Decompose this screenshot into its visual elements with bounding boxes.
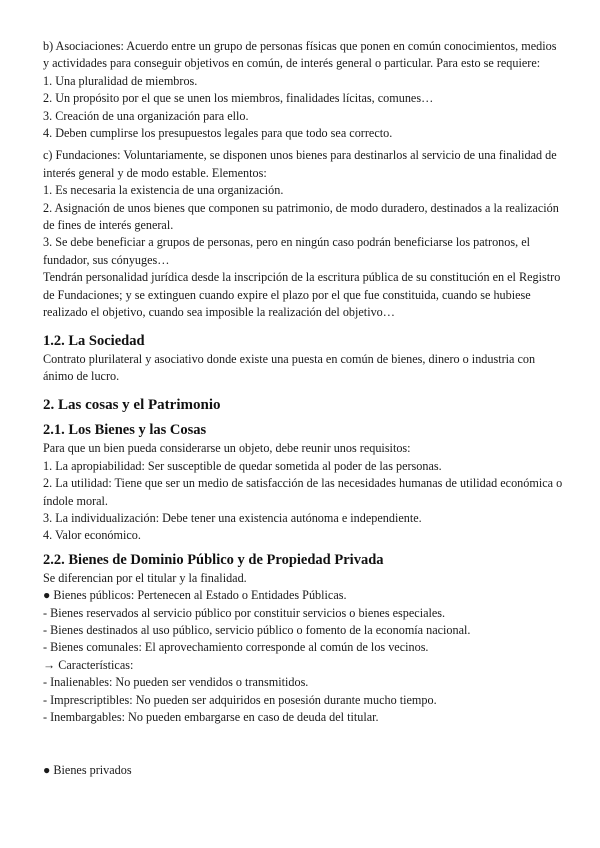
caracteristicas-label: → Características:: [43, 657, 134, 672]
bienes-publicos-bullet: ● Bienes públicos: Pertenecen al Estado o Entidades Públicas.: [43, 588, 347, 603]
requisito-item: 3. La individualización: Debe tener una existencia autónoma e independiente.: [43, 510, 422, 525]
fundaciones-item: 3. Se debe beneficiar a grupos de personas, pero en ningún caso podrán beneficiarse los patronos, el fundador, sus cónyuges…: [43, 235, 530, 267]
bienes-publicos-item: - Bienes reservados al servicio público por constituir servicios o bienes especiales.: [43, 605, 446, 620]
fundaciones-intro: c) Fundaciones: Voluntariamente, se disponen unos bienes para destinarlos al servicio de una finalidad de interés general y de modo estable. Elementos:: [43, 148, 557, 180]
bienes-publicos-item: - Bienes comunales: El aprovechamiento corresponde al común de los vecinos.: [43, 640, 429, 655]
fundaciones-item: 1. Es necesaria la existencia de una organización.: [43, 183, 284, 198]
cosas-patrimonio-heading: 2. Las cosas y el Patrimonio: [43, 397, 221, 414]
caracteristica-item: - Inalienables: No pueden ser vendidos o transmitidos.: [43, 675, 309, 690]
requisito-item: 1. La apropiabilidad: Ser susceptible de quedar sometida al poder de las personas.: [43, 458, 442, 473]
caracteristica-item: - Imprescriptibles: No pueden ser adquiridos en posesión durante mucho tiempo.: [43, 692, 437, 707]
bienes-privados-bullet: ● Bienes privados: [43, 763, 132, 778]
dominio-intro: Se diferencian por el titular y la finalidad.: [43, 570, 247, 585]
fundaciones-item: 2. Asignación de unos bienes que componen su patrimonio, de modo duradero, destinados a la realización de fines de interés general.: [43, 200, 559, 233]
dominio-heading: 2.2. Bienes de Dominio Público y de Propiedad Privada: [43, 551, 384, 568]
bienes-cosas-intro: Para que un bien pueda considerarse un objeto, debe reunir unos requisitos:: [43, 441, 411, 456]
asociaciones-item: 3. Creación de una organización para ello.: [43, 108, 249, 123]
requisito-item: 4. Valor económico.: [43, 528, 141, 543]
asociaciones-item: 4. Deben cumplirse los presupuestos legales para que todo sea correcto.: [43, 126, 393, 141]
bienes-cosas-heading: 2.1. Los Bienes y las Cosas: [43, 422, 207, 439]
sociedad-heading: 1.2. La Sociedad: [43, 332, 145, 349]
bienes-publicos-item: - Bienes destinados al uso público, servicio público o fomento de la economía nacional.: [43, 622, 471, 637]
asociaciones-intro: b) Asociaciones: Acuerdo entre un grupo de personas físicas que ponen en común conocimientos, medios y actividades para conseguir objetivos en común, de interés general o particular. Para esto se requiere:: [43, 39, 557, 71]
document-page: [43, 38, 563, 780]
asociaciones-item: 1. Una pluralidad de miembros.: [43, 73, 198, 88]
requisito-item: 2. La utilidad: Tiene que ser un medio de satisfacción de las necesidades humanas de utilidad económica o índole moral.: [43, 476, 563, 508]
caracteristica-item: - Inembargables: No pueden embargarse en caso de deuda del titular.: [43, 710, 379, 724]
fundaciones-closing: Tendrán personalidad jurídica desde la inscripción de la escritura pública de su constitución en el Registro de Fundaciones; y se extinguen cuando expire el plazo por el que fue constituida, cuando se hubiese realizado el objetivo, cuando sea imposible la realización del objetivo…: [43, 270, 561, 320]
asociaciones-item: 2. Un propósito por el que se unen los miembros, finalidades lícitas, comunes…: [43, 91, 434, 106]
sociedad-text: Contrato plurilateral y asociativo donde existe una puesta en común de bienes, dinero o industria con ánimo de lucro.: [43, 351, 536, 383]
